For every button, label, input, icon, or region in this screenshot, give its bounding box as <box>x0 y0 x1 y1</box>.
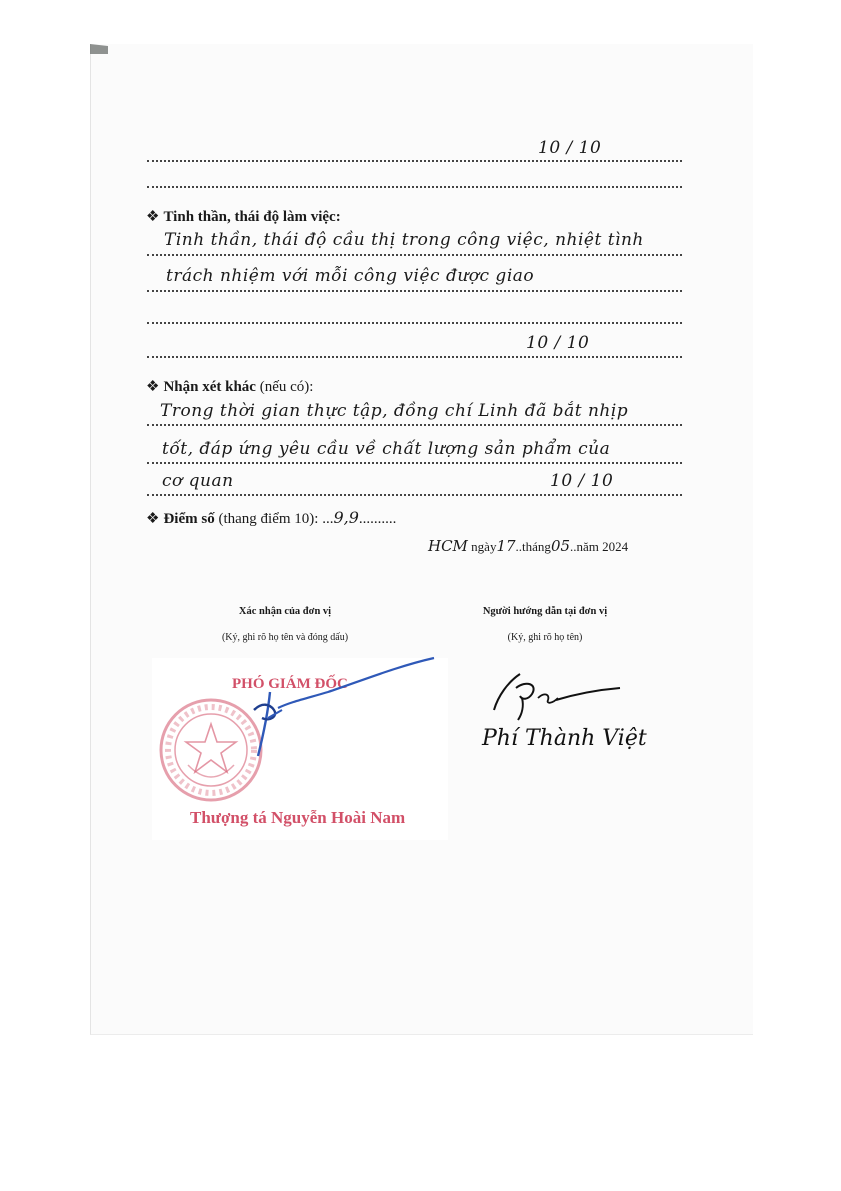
handwritten-line: Trong thời gian thực tập, đồng chí Linh đã bắt nhịp <box>160 401 629 421</box>
dotted-line <box>147 300 682 324</box>
date-line: HCM ngày17..tháng05..năm 2024 <box>428 537 629 555</box>
left-sign-note: (Ký, ghi rõ họ tên và đóng dấu) <box>221 632 349 643</box>
dotted-line <box>147 334 682 358</box>
handwritten-grade: 9,9 <box>333 508 359 527</box>
diamond-bullet-icon: ❖ <box>146 511 160 527</box>
left-sign-title: Xác nhận của đơn vị <box>238 606 332 617</box>
handwritten-line: Tinh thần, thái độ cầu thị trong công việc, nhiệt tình <box>164 230 644 250</box>
blue-pen-signature-icon <box>248 652 436 760</box>
handwritten-line: cơ quan <box>162 471 234 491</box>
handwritten-line: trách nhiệm với mỗi công việc được giao <box>166 266 535 286</box>
grade-line: ❖ Điểm số (thang điểm 10): ...9,9.......... <box>146 508 397 527</box>
handwritten-score: 10 / 10 <box>550 471 614 491</box>
handwritten-score: 10 / 10 <box>538 138 602 158</box>
stamp-signer-name: Thượng tá Nguyễn Hoài Nam <box>190 808 406 827</box>
section-heading-attitude: ❖ Tinh thần, thái độ làm việc: <box>146 209 341 225</box>
stamp-position-title: PHÓ GIÁM ĐỐC <box>232 676 348 692</box>
handwritten-score: 10 / 10 <box>526 333 590 353</box>
section-heading-other: ❖ Nhận xét khác (nếu có): <box>146 379 314 395</box>
diamond-bullet-icon: ❖ <box>146 209 160 225</box>
right-sign-note: (Ký, ghi rõ họ tên) <box>507 632 583 643</box>
right-sign-title: Người hướng dẫn tại đơn vị <box>482 606 608 617</box>
handwritten-signature-icon <box>486 670 626 722</box>
handwritten-line: tốt, đáp ứng yêu cầu về chất lượng sản phẩm của <box>162 439 611 459</box>
handwritten-place: HCM <box>428 537 468 555</box>
paper-sheet <box>90 44 753 1035</box>
advisor-signer-name: Phí Thành Việt <box>482 726 647 751</box>
diamond-bullet-icon: ❖ <box>146 379 160 395</box>
dotted-line <box>147 164 682 188</box>
